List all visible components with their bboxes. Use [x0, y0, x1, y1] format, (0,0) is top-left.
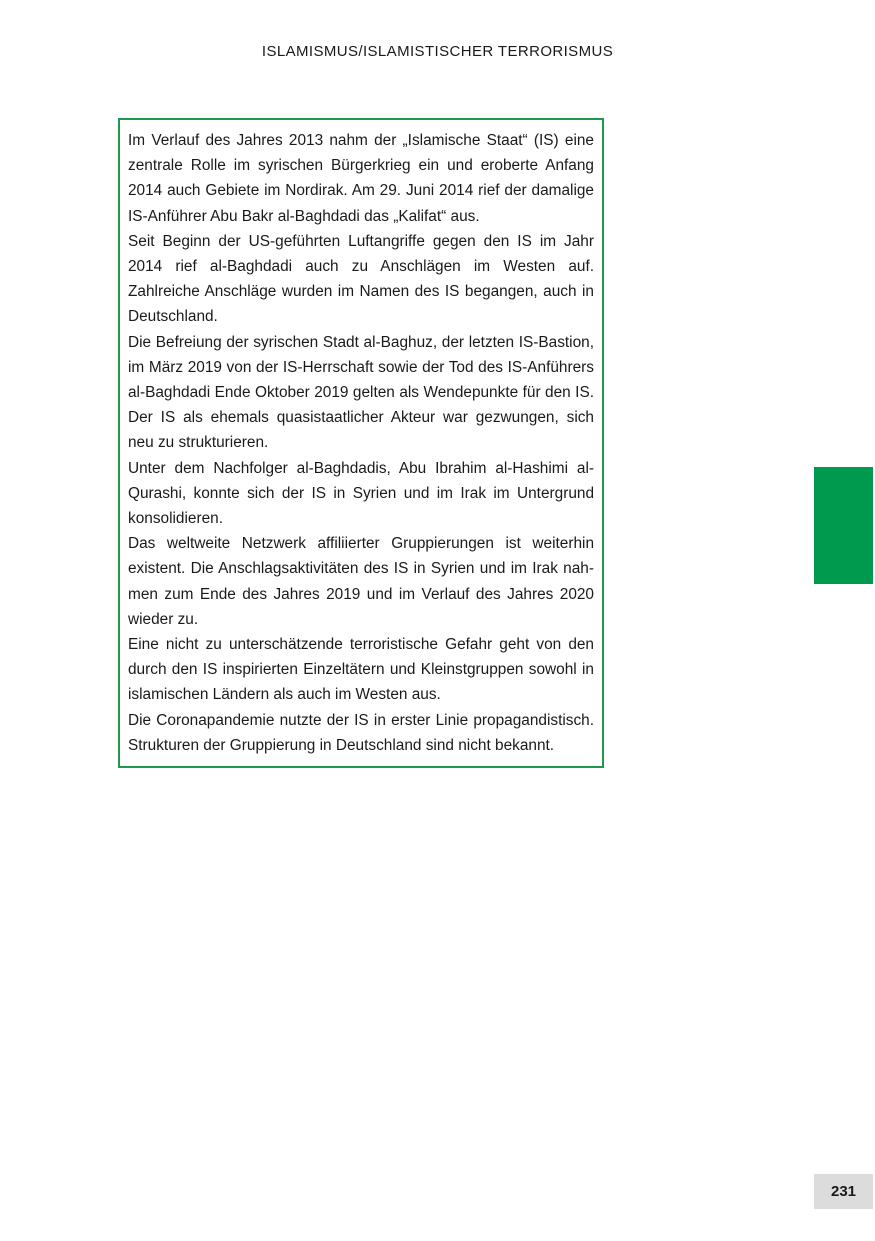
info-paragraph-7: Die Coronapandemie nutzte der IS in erster Linie propagandistisch. Strukturen der Gruppierung in Deutschland sind nicht bekannt.: [128, 711, 594, 754]
info-paragraph-3: Die Befreiung der syrischen Stadt al-Baghuz, der letzten IS-Bastion, im März 2019 von der IS-Herrschaft sowie der Tod des IS-Anführers al-Baghdadi Ende Oktober 2019 gelten als Wendepunkte für den IS. Der IS als ehemals quasistaatlicher Akteur war gezwungen, sich neu zu strukturieren.: [128, 333, 594, 452]
info-paragraph-5: Das weltweite Netzwerk affiliierter Gruppierungen ist weiterhin existent. Die Anschlagsaktivitäten des IS in Syrien und im Irak nahmen zum Ende des Jahres 2019 und im Verlauf des Jahres 2020 wieder zu.: [128, 535, 594, 628]
info-paragraph-6: Eine nicht zu unterschätzende terroristische Gefahr geht von den durch den IS inspirierten Einzeltätern und Kleinstgruppen sowohl in islamischen Ländern als auch im Westen aus.: [128, 636, 594, 704]
info-paragraph-2: Seit Beginn der US-geführten Luftangriffe gegen den IS im Jahr 2014 rief al-Baghdadi auch zu Anschlägen im Westen auf. Zahlreiche Anschläge wurden im Namen des IS begangen, auch in Deutschland.: [128, 232, 594, 326]
page-number: 231: [814, 1174, 873, 1209]
chapter-side-tab: [814, 467, 873, 584]
running-header: ISLAMISMUS/ISLAMISTISCHER TERRORISMUS: [261, 43, 614, 60]
info-box: [118, 118, 604, 768]
info-paragraph-4: Unter dem Nachfolger al-Baghdadis, Abu Ibrahim al-Hashimi al-Qurashi, konnte sich der IS in Syrien und im Irak im Untergrund konsolidieren.: [128, 459, 594, 528]
info-paragraph-1: Im Verlauf des Jahres 2013 nahm der „Islamische Staat“ (IS) eine zentrale Rolle im syrischen Bürgerkrieg ein und eroberte Anfang 2014 auch Gebiete im Nordirak. Am 29. Juni 2014 rief der damalige IS-Anführer Abu Bakr al-Baghdadi das „Kalifat“ aus.: [128, 132, 594, 225]
